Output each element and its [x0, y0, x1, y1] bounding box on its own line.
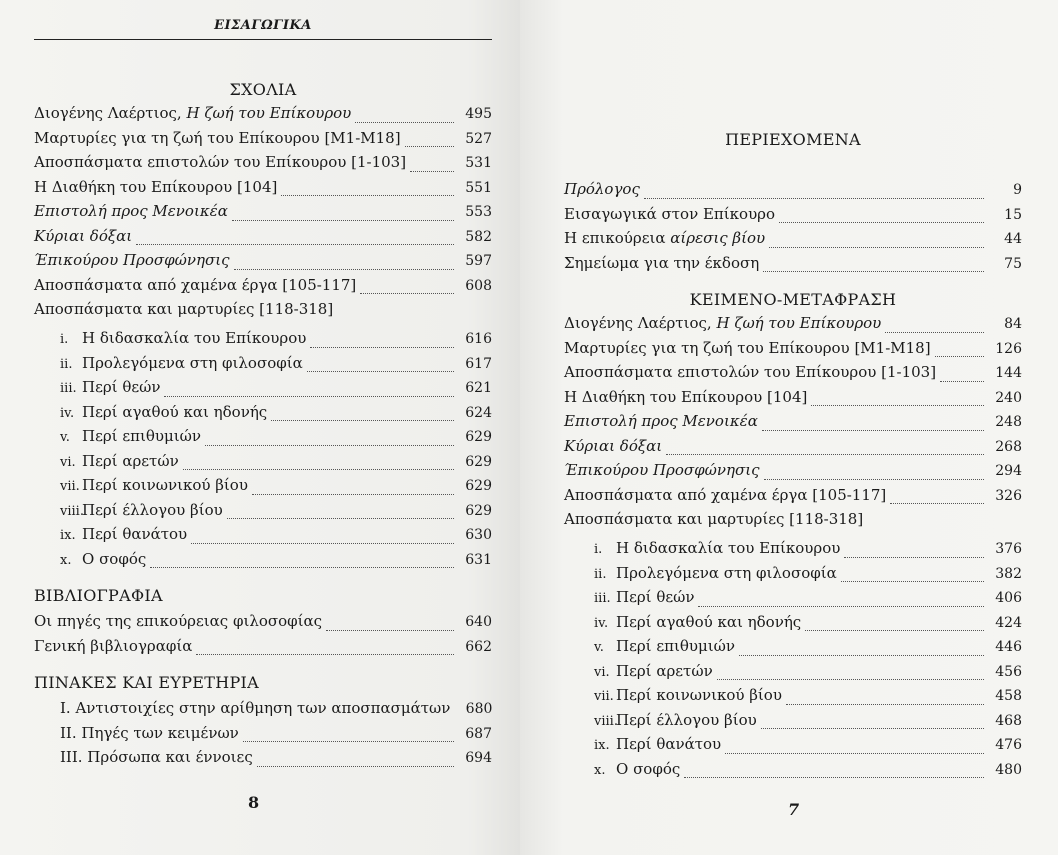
- toc-entry: [564, 254, 1022, 279]
- page-number-right: 7: [788, 800, 800, 819]
- bibliography-list: [34, 612, 492, 661]
- dot-leader: [150, 567, 454, 568]
- page-ref: 456: [995, 663, 1022, 680]
- page-ref: 527: [465, 130, 492, 147]
- entry-title-text: Εισαγωγικά στον Επίκουρο: [564, 204, 776, 223]
- page-ref: 44: [1004, 231, 1022, 247]
- entry-title: ΙΙ. Πηγές των κειμένων: [60, 723, 239, 742]
- dot-leader: [164, 396, 454, 397]
- toc-entry: [60, 699, 492, 724]
- entry-title-text: Αποσπάσματα επιστολών του Επίκουρου [1-103]: [34, 153, 407, 171]
- toc-entry: [564, 363, 1022, 388]
- dot-leader: [844, 557, 984, 558]
- scholia-sublist: [60, 329, 492, 574]
- page-ref: 608: [465, 277, 492, 294]
- index-list: [60, 699, 492, 773]
- toc-subentry: [594, 637, 1022, 662]
- dot-leader: [360, 293, 454, 294]
- text-translation-heading: ΚΕΙΜΕΝΟ-ΜΕΤΑΦΡΑΣΗ: [689, 290, 897, 309]
- dot-leader: [739, 655, 984, 656]
- header-rule: [34, 39, 492, 40]
- dot-leader: [310, 347, 454, 348]
- running-head: ΕΙΣΑΓΩΓΙΚΑ: [214, 18, 312, 33]
- dot-leader: [227, 518, 454, 519]
- entry-title-text: Μαρτυρίες για τη ζωή του Επίκουρου [Μ1-Μ18]: [564, 338, 931, 357]
- dot-leader: [841, 581, 984, 582]
- entry-title-italic: Κύριαι δόξαι: [34, 226, 133, 245]
- dot-leader: [205, 445, 454, 446]
- toc-entry: [564, 461, 1022, 486]
- toc-entry: [34, 276, 492, 301]
- toc-entry: [34, 104, 492, 129]
- entry-title: Περί έλλογου βίου: [82, 500, 223, 519]
- page-ref: 480: [995, 761, 1022, 778]
- bibliography-heading: ΒΙΒΛΙΟΓΡΑΦΙΑ: [34, 586, 163, 605]
- scholia-heading: ΣΧΟΛΙΑ: [229, 80, 297, 99]
- entry-title: [564, 510, 863, 528]
- dot-leader: [666, 454, 984, 455]
- toc-entry: [60, 724, 492, 749]
- entry-title-italic: Επιστολή προς Μενοικέα: [564, 412, 758, 430]
- toc-subentry: [60, 329, 492, 354]
- entry-title: [34, 104, 351, 122]
- toc-subentry: [60, 403, 492, 428]
- dot-leader: [805, 630, 984, 631]
- page-ref: 629: [465, 502, 492, 519]
- toc-entry: [60, 748, 492, 773]
- roman-numeral: vi.: [594, 664, 610, 680]
- page-ref: 617: [465, 355, 492, 372]
- dot-leader: [232, 220, 454, 221]
- toc-subentry: [594, 588, 1022, 613]
- roman-numeral: iv.: [60, 405, 75, 421]
- toc-entry: [34, 612, 492, 637]
- toc-subentry: [594, 711, 1022, 736]
- page-ref: 582: [465, 228, 492, 245]
- page-ref: 446: [995, 639, 1022, 655]
- toc-entry: [564, 510, 1022, 535]
- text-sublist: [594, 539, 1022, 784]
- entry-title: Περί αγαθού και ηδονής: [616, 612, 802, 631]
- dot-leader: [725, 753, 984, 754]
- dot-leader: [763, 271, 984, 272]
- dot-leader: [717, 679, 984, 680]
- page-ref: 687: [465, 725, 492, 742]
- page-ref: 268: [995, 438, 1022, 455]
- dot-leader: [762, 430, 984, 431]
- entry-title: [34, 276, 356, 294]
- page-ref: 629: [465, 429, 492, 445]
- left-page: [0, 0, 520, 855]
- dot-leader: [410, 171, 454, 172]
- page-ref: 640: [465, 614, 492, 630]
- entry-title: [564, 388, 807, 406]
- entry-title: Η διδασκαλία του Επίκουρου: [616, 539, 841, 557]
- entry-title-text: Αποσπάσματα από χαμένα έργα [105-117]: [564, 485, 887, 504]
- page-ref: 630: [465, 527, 492, 543]
- entry-title-italic: Η ζωή του Επίκουρου: [716, 314, 882, 332]
- toc-entry: [564, 314, 1022, 339]
- toc-entry: [564, 437, 1022, 462]
- entry-title-text: Αποσπάσματα και μαρτυρίες [118-318]: [564, 510, 864, 528]
- entry-title: [564, 254, 759, 272]
- toc-entry: [564, 486, 1022, 511]
- dot-leader: [243, 741, 454, 742]
- page-ref: 553: [465, 204, 492, 220]
- roman-numeral: x.: [60, 552, 72, 568]
- intro-list: [564, 180, 1022, 278]
- toc-subentry: [594, 564, 1022, 589]
- dot-leader: [885, 332, 984, 333]
- dot-leader: [281, 195, 454, 196]
- dot-leader: [644, 198, 984, 199]
- text-list: [564, 314, 1022, 535]
- entry-title: [34, 153, 406, 171]
- entry-title: Περί κοινωνικού βίου: [616, 686, 782, 704]
- roman-numeral: vi.: [60, 454, 76, 470]
- entry-title-text: Η επικούρεια: [564, 229, 671, 247]
- page-ref: 326: [995, 487, 1022, 504]
- entry-title: [34, 178, 277, 196]
- entry-title: Ο σοφός: [82, 549, 147, 568]
- dot-leader: [257, 766, 454, 767]
- page-ref: 75: [1004, 255, 1022, 272]
- page-ref: 616: [465, 331, 492, 347]
- roman-numeral: iii.: [60, 381, 77, 396]
- roman-numeral: i.: [60, 332, 69, 347]
- entry-title: Ο σοφός: [616, 759, 681, 778]
- entry-title: Περί αρετών: [616, 661, 713, 680]
- entry-title: Περί αγαθού και ηδονής: [82, 402, 268, 421]
- page-ref: 476: [995, 737, 1022, 753]
- dot-leader: [326, 630, 454, 631]
- entry-title: Περί αρετών: [82, 451, 179, 470]
- roman-numeral: i.: [594, 542, 603, 557]
- dot-leader: [811, 405, 984, 406]
- right-page: [520, 0, 1058, 855]
- entry-title-italic: Έπικούρου Προσφώνησις: [34, 251, 230, 269]
- roman-numeral: ix.: [60, 528, 76, 543]
- entry-title: [34, 227, 132, 245]
- entry-title: [564, 180, 640, 198]
- entry-title: Περί έλλογου βίου: [616, 710, 757, 729]
- roman-numeral: ii.: [594, 566, 607, 582]
- toc-subentry: [60, 427, 492, 452]
- entry-title: [564, 437, 662, 455]
- entry-title-text: Διογένης Λαέρτιος,: [564, 314, 717, 332]
- page-ref: 531: [465, 155, 492, 171]
- index-heading: ΠΙΝΑΚΕΣ ΚΑΙ ΕΥΡΕΤΗΡΙΑ: [34, 673, 260, 692]
- toc-subentry: [60, 354, 492, 379]
- roman-numeral: viii.: [594, 713, 618, 729]
- entry-title-italic: Έπικούρου Προσφώνησις: [564, 461, 760, 479]
- page-ref: 680: [465, 701, 493, 717]
- page-ref: 694: [465, 750, 492, 766]
- toc-subentry: [594, 686, 1022, 711]
- dot-leader: [405, 146, 454, 147]
- roman-numeral: vii.: [594, 689, 614, 704]
- page-ref: 126: [995, 340, 1022, 357]
- entry-title: [34, 202, 228, 220]
- entry-title-text: Η Διαθήκη του Επίκουρου [104]: [564, 387, 808, 406]
- toc-subentry: [60, 452, 492, 477]
- roman-numeral: vii.: [60, 479, 80, 494]
- entry-title: [564, 205, 775, 223]
- page-ref: 84: [1004, 316, 1022, 332]
- dot-leader: [307, 371, 454, 372]
- scholia-list: [34, 104, 492, 325]
- page-ref: 248: [995, 414, 1022, 430]
- page-ref: 382: [995, 565, 1022, 582]
- roman-numeral: iv.: [594, 615, 609, 631]
- entry-title: Περί θανάτου: [616, 735, 722, 753]
- dot-leader: [183, 469, 454, 470]
- toc-entry: [34, 637, 492, 662]
- page-ref: 629: [465, 478, 492, 494]
- page-ref: 406: [995, 590, 1022, 606]
- entry-title-italic: Η ζωή του Επίκουρου: [186, 104, 352, 122]
- page-ref: 240: [995, 389, 1022, 406]
- entry-title: Περί θεών: [616, 588, 695, 606]
- page-ref: 9: [1013, 182, 1022, 198]
- entry-title: [34, 300, 333, 318]
- entry-title-italic: αίρεσις βίου: [670, 229, 766, 247]
- dot-leader: [136, 244, 454, 245]
- dot-leader: [196, 654, 454, 655]
- entry-title-text: Αποσπάσματα από χαμένα έργα [105-117]: [34, 275, 357, 294]
- entry-title: Περί επιθυμιών: [616, 637, 735, 655]
- roman-numeral: x.: [594, 762, 606, 778]
- entry-title: ΙΙΙ. Πρόσωπα και έννοιες: [60, 748, 253, 766]
- roman-numeral: v.: [60, 430, 70, 445]
- page-ref: 294: [995, 463, 1022, 479]
- dot-leader: [234, 269, 455, 270]
- toc-entry: [34, 227, 492, 252]
- toc-subentry: [60, 525, 492, 550]
- page-ref: 551: [465, 179, 492, 196]
- page-ref: 631: [465, 551, 492, 568]
- roman-numeral: iii.: [594, 591, 611, 606]
- toc-subentry: [594, 539, 1022, 564]
- page-ref: 424: [995, 614, 1022, 631]
- dot-leader: [764, 479, 985, 480]
- toc-subentry: [60, 501, 492, 526]
- entry-title: Περί κοινωνικού βίου: [82, 476, 248, 494]
- page-ref: 15: [1004, 206, 1022, 223]
- entry-title: [564, 339, 931, 357]
- dot-leader: [940, 381, 984, 382]
- entry-title: Περί επιθυμιών: [82, 427, 201, 445]
- page-ref: 468: [995, 712, 1022, 729]
- dot-leader: [684, 777, 984, 778]
- toc-subentry: [60, 550, 492, 575]
- entry-title-text: Σημείωμα για την έκδοση: [564, 253, 760, 272]
- toc-entry: [564, 412, 1022, 437]
- entry-title: Η διδασκαλία του Επίκουρου: [82, 329, 307, 347]
- toc-entry: [564, 180, 1022, 205]
- entry-title-text: Διογένης Λαέρτιος,: [34, 104, 187, 122]
- toc-subentry: [594, 760, 1022, 785]
- toc-subentry: [594, 735, 1022, 760]
- dot-leader: [935, 356, 984, 357]
- dot-leader: [252, 494, 454, 495]
- page-ref: 495: [465, 106, 492, 122]
- entry-title-text: Αποσπάσματα επιστολών του Επίκουρου [1-103]: [564, 363, 937, 381]
- entry-title-text: Η Διαθήκη του Επίκουρου [104]: [34, 177, 278, 196]
- entry-title: Προλεγόμενα στη φιλοσοφία: [82, 353, 303, 372]
- entry-title: [564, 412, 758, 430]
- dot-leader: [786, 704, 984, 705]
- roman-numeral: ix.: [594, 738, 610, 753]
- entry-title: [34, 251, 230, 269]
- toc-entry: [34, 129, 492, 154]
- roman-numeral: viii.: [60, 503, 84, 519]
- toc-entry: [34, 202, 492, 227]
- toc-entry: [564, 205, 1022, 230]
- page-ref: 458: [995, 688, 1022, 704]
- dot-leader: [761, 728, 984, 729]
- entry-title: [564, 363, 936, 381]
- dot-leader: [191, 543, 454, 544]
- toc-entry: [34, 251, 492, 276]
- entry-title: Περί θανάτου: [82, 525, 188, 543]
- toc-entry: [34, 178, 492, 203]
- toc-subentry: [60, 378, 492, 403]
- entry-title-italic: Πρόλογος: [564, 180, 640, 198]
- entry-title: Γενική βιβλιογραφία: [34, 636, 193, 655]
- entry-title: Ι. Αντιστοιχίες στην αρίθμηση των αποσπασμάτων: [60, 699, 451, 717]
- entry-title-italic: Κύριαι δόξαι: [564, 436, 663, 455]
- dot-leader: [355, 122, 454, 123]
- toc-subentry: [594, 662, 1022, 687]
- toc-entry: [34, 153, 492, 178]
- toc-entry: [564, 339, 1022, 364]
- entry-title: [564, 314, 881, 332]
- entry-title: [34, 129, 401, 147]
- entry-title: Προλεγόμενα στη φιλοσοφία: [616, 563, 837, 582]
- toc-entry: [564, 388, 1022, 413]
- page-number-left: 8: [248, 793, 260, 812]
- entry-title: [564, 461, 760, 479]
- toc-subentry: [60, 476, 492, 501]
- dot-leader: [769, 247, 984, 248]
- entry-title: [564, 486, 886, 504]
- entry-title: Περί θεών: [82, 378, 161, 396]
- page-ref: 376: [995, 541, 1022, 557]
- dot-leader: [271, 420, 454, 421]
- page-ref: 624: [465, 404, 492, 421]
- toc-entry: [34, 300, 492, 325]
- entry-title-text: Αποσπάσματα και μαρτυρίες [118-318]: [34, 300, 334, 318]
- toc-entry: [564, 229, 1022, 254]
- dot-leader: [890, 503, 984, 504]
- dot-leader: [779, 222, 984, 223]
- dot-leader: [698, 606, 984, 607]
- page-ref: 621: [465, 380, 492, 396]
- roman-numeral: ii.: [60, 356, 73, 372]
- page-ref: 629: [465, 453, 492, 470]
- entry-title: [564, 229, 765, 247]
- entry-title: Οι πηγές της επικούρειας φιλοσοφίας: [34, 612, 323, 630]
- contents-heading: ΠΕΡΙΕΧΟΜΕΝΑ: [725, 130, 861, 149]
- page-ref: 662: [465, 638, 492, 655]
- page-ref: 144: [995, 365, 1022, 381]
- entry-title-italic: Επιστολή προς Μενοικέα: [34, 202, 228, 220]
- toc-subentry: [594, 613, 1022, 638]
- roman-numeral: v.: [594, 640, 604, 655]
- entry-title-text: Μαρτυρίες για τη ζωή του Επίκουρου [Μ1-Μ18]: [34, 128, 401, 147]
- page-ref: 597: [465, 253, 492, 269]
